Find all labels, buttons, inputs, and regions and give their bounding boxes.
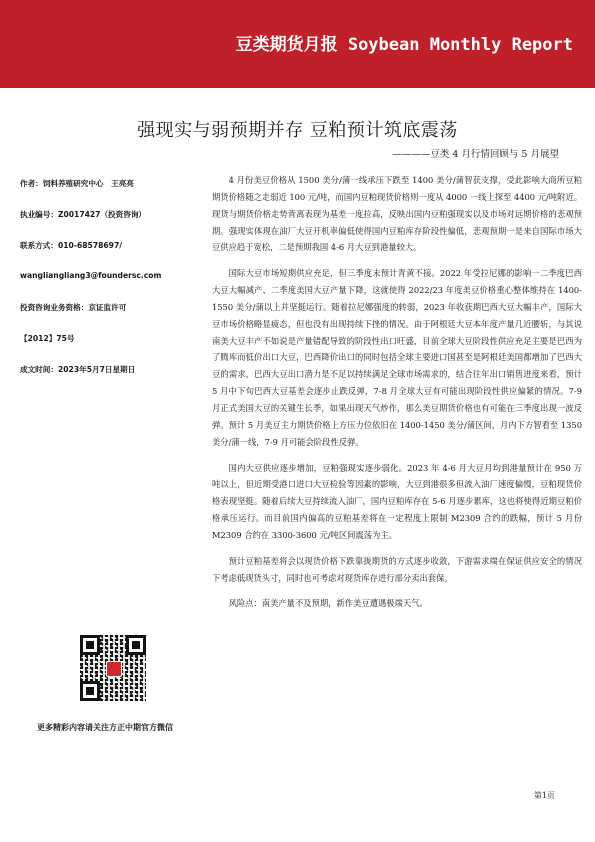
report-subtitle: ————豆类 4 月行情回顾与 5 月展望 [392,149,559,160]
report-body [212,172,582,621]
email-link[interactable]: wangliangliang3@foundersc.com [20,271,162,280]
body-paragraph: 国内大豆供应逐步增加，豆粕强现实逐步弱化。2023 年 4-6 月大豆月均到港量预计在 950 万吨以上，但近期受港口进口大豆检验等因素的影响，大豆到港很多但流入油厂速度偏慢，豆粕现货价格表现坚挺。随着后续大豆持续流入油厂，国内豆粕库存在 5-6 月逐步累库，这也将使得近期豆粕价格承压运行。而目前国内偏高的豆粕基差将在一定程度上限制 M2309 合约的跌幅，预计 5 月份 M2309 合约在 3300-3600 元/吨区间震荡为主。 [212,462,582,540]
author-line: 作者：饲料养殖研究中心 王亮亮 [20,179,134,188]
qr-finder-top-right [126,635,146,655]
page-number: 第1页 [533,791,555,800]
header-banner [0,0,595,88]
date-line: 成文时间：2023年5月7日星期日 [20,365,136,374]
qr-caption: 更多精彩内容请关注方正中期官方微信 [37,723,173,732]
qr-finder-top-left [80,635,100,655]
qualification-line: 投资咨询业务资格：京证监许可 [20,303,127,312]
qr-finder-bottom-left [80,681,100,701]
banner-title: 豆类期货月报 Soybean Monthly Report [235,35,573,55]
qualification-number: 【2012】75号 [20,334,75,343]
body-paragraph: 预计豆粕基差将会以现货价格下跌靠拢期货的方式逐步收敛，下游需求端在保证供应安全的情况下考虑低现货头寸，同时也可考虑对现货库存进行部分卖出套保。 [212,555,582,583]
license-line: 执业编号：Z0017427（投资咨询） [20,210,147,219]
body-paragraph: 风险点：南美产量不及预期，新作美豆遭遇极端天气。 [228,598,428,609]
report-title: 强现实与弱预期并存 豆粕预计筑底震荡 [137,120,458,141]
qr-logo-icon [106,661,122,677]
qr-code-icon [80,635,146,701]
phone-line: 联系方式：010-68578697/ [20,241,123,250]
body-paragraph: 4 月份美豆价格从 1500 美分/蒲一线承压下跌至 1400 美分/蒲智获支撑，受此影响大商所豆粕期货价格随之走弱近 100 元/吨，而国内豆粕现货价格则一度从 4000 一线上探至 4400 元/吨附近。现货与期货价格走势背离表现为基差一度拉高，反映出国内豆粕强现实以及市场对远期价格的悲观预期。强现实体现在油厂大豆开机率偏低使得国内豆粕库存阶段性偏低，悲观预期一是来自国际市场大豆供应趋于宽松，二是预期我国 4-6 月大豆到港量较大。 [212,175,582,253]
body-paragraph: 国际大豆市场短期供应充足，但三季度末预计青黄不接。2022 年受拉尼娜的影响一二季度巴西大豆大幅减产、二季度美国大豆产量下降，这就使得 2022/23 年度美豆价格重心整体维持在 1400-1550 美分/蒲以上并坚挺运行。随着拉尼娜强度的转弱，2023 年收获期巴西大豆大幅丰产，国际大豆市场价格略显疲态，但也没有出现持续下挫的情况。由于阿根廷大豆本年度产量几近腰斩，与其说南美大豆丰产不如说是产量错配导致的阶段性出口旺盛，目前全球大豆阶段性供应充足主要是巴西为了腾库而低价出口大豆，巴西降价出口的同时包括全球主要进口国甚至是阿根廷美国都增加了巴西大豆的需求，巴西大豆出口潜力是不足以持续满足全球市场需求的，结合往年出口销售进度来看，预计 5 月中下旬巴西大豆基差会逐步止跌反弹，7-8 月全球大豆有可能出现阶段性供应偏紧的情况。7-9 月正式美国大豆的关键生长季，如果出现天气炒作，那么美豆期货价格也有可能在三季度出现一波反弹。预计 5 月美豆主力期货价格上方压力位依旧在 1400-1450 美分/蒲区间，月内下方智看至 1350 美分/蒲一线，7-9 月可能会阶段性反弹。 [212,268,582,447]
